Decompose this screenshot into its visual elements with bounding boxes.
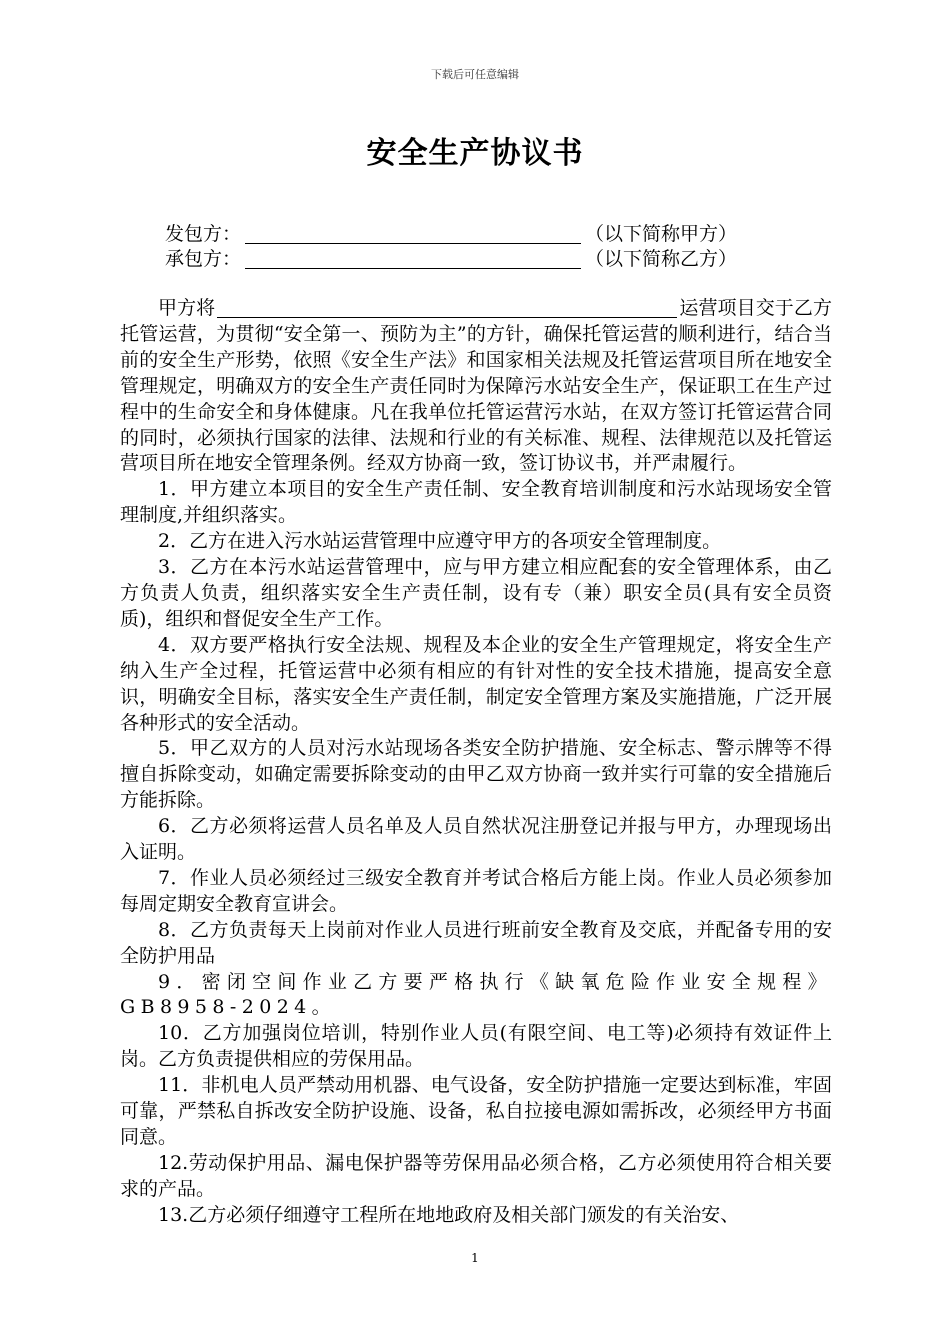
clause-4: 4．双方要严格执行安全法规、规程及本企业的安全生产管理规定，将安全生产纳入生产全过程，托管运营中必须有相应的有针对性的安全技术措施，提高安全意识，明确安全目标，落实安全生产责任制，制定安全管理方案及实施措施，广泛开展各种形式的安全活动。 <box>120 633 832 734</box>
clause-5: 5．甲乙双方的人员对污水站现场各类安全防护措施、安全标志、警示牌等不得擅自拆除变动，如确定需要拆除变动的由甲乙双方协商一致并实行可靠的安全措施后方能拆除。 <box>120 737 832 812</box>
clause-6: 6．乙方必须将运营人员名单及人员自然状况注册登记并报与甲方，办理现场出入证明。 <box>120 815 832 864</box>
party-b-line <box>165 247 845 272</box>
clause-1: 1．甲方建立本项目的安全生产责任制、安全教育培训制度和污水站现场安全管理制度,并组织落实。 <box>120 478 832 527</box>
intro-paragraph <box>120 296 832 477</box>
page-number: 1 <box>471 1251 479 1265</box>
clause-7: 7．作业人员必须经过三级安全教育并考试合格后方能上岗。作业人员必须参加每周定期安全教育宣讲会。 <box>120 866 832 915</box>
document-title: 安全生产协议书 <box>366 136 584 171</box>
clause-12: 12.劳动保护用品、漏电保护器等劳保用品必须合格，乙方必须使用符合相关要求的产品。 <box>120 1151 832 1200</box>
party-a-blank <box>245 223 581 244</box>
party-b-blank <box>245 248 581 269</box>
party-a-suffix: （以下简称甲方） <box>585 223 738 245</box>
party-b-label: 承包方： <box>165 248 242 270</box>
page-header-note: 下载后可任意编辑 <box>431 68 519 81</box>
intro-text: 运营项目交于乙方托管运营，为贯彻“安全第一、预防为主”的方针，确保托管运营的顺利进行，结合当前的安全生产形势，依照《安全生产法》和国家相关法规及托管运营项目所在地安全管理规定，明确双方的安全生产责任同时为保障污水站安全生产，保证职工在生产过程中的生命安全和身体健康。凡在我单位托管运营污水站，在双方签订托管运营合同的同时，必须执行国家的法律、法规和行业的有关标准、规程、法律规范以及托管运营项目所在地安全管理条例。经双方协商一致，签订协议书，并严肃履行。 <box>120 297 832 475</box>
party-a-label: 发包方： <box>165 223 242 245</box>
party-a-line <box>165 222 845 247</box>
clause-8: 8．乙方负责每天上岗前对作业人员进行班前安全教育及交底，并配备专用的安全防护用品 <box>120 918 832 967</box>
clause-13: 13.乙方必须仔细遵守工程所在地地政府及相关部门颁发的有关治安、 <box>158 1203 740 1226</box>
intro-prefix: 甲方将 <box>158 297 216 319</box>
party-block <box>165 222 845 272</box>
clause-10: 10．乙方加强岗位培训，特别作业人员(有限空间、电工等)必须持有效证件上岗。乙方负责提供相应的劳保用品。 <box>120 1022 832 1071</box>
project-name-blank <box>217 297 677 318</box>
clause-11: 11．非机电人员严禁动用机器、电气设备，安全防护措施一定要达到标准，牢固可靠，严禁私自拆改安全防护设施、设备，私自拉接电源如需拆改，必须经甲方书面同意。 <box>120 1074 832 1148</box>
clause-9: 9．密闭空间作业乙方要严格执行《缺氧危险作业安全规程》GB8958-2024。 <box>120 970 832 1019</box>
clause-3: 3．乙方在本污水站运营管理中，应与甲方建立相应配套的安全管理体系，由乙方负责人负责，组织落实安全生产责任制，设有专（兼）职安全员(具有安全员资质)，组织和督促安全生产工作。 <box>120 556 832 630</box>
party-b-suffix: （以下简称乙方） <box>585 248 738 270</box>
agreement-body <box>120 296 832 1229</box>
clause-2: 2．乙方在进入污水站运营管理中应遵守甲方的各项安全管理制度。 <box>158 530 722 553</box>
